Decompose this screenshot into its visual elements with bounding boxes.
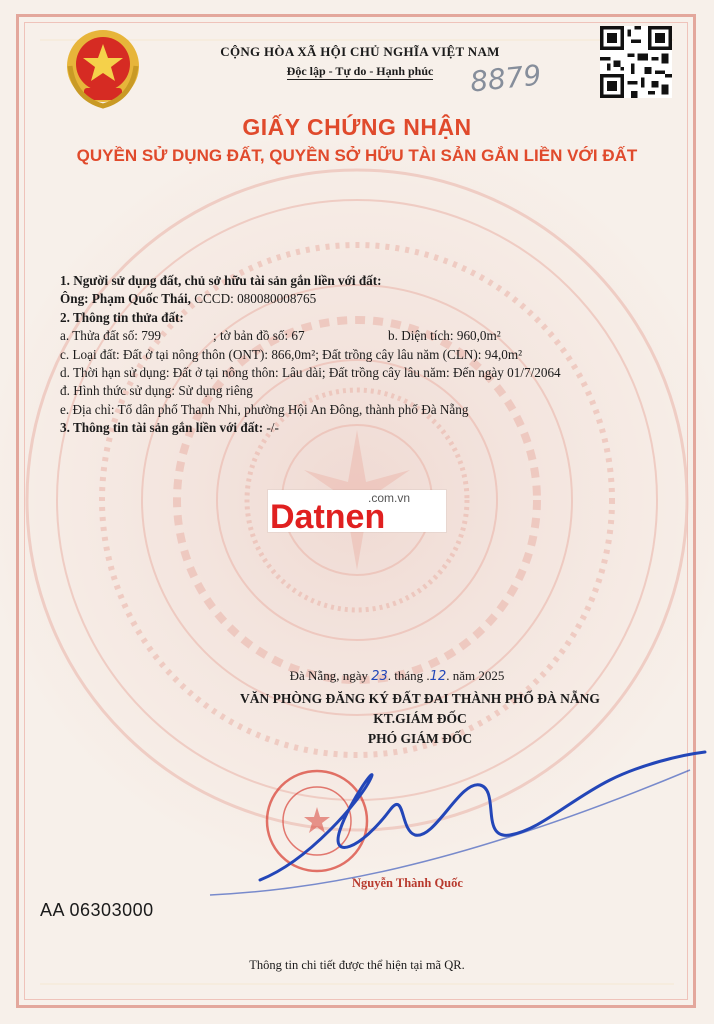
section2-heading: 2. Thông tin thửa đất: [60, 309, 184, 325]
serial-number: AA 06303000 [40, 900, 154, 920]
date-day: 23 [371, 669, 388, 684]
date-month-label: tháng [394, 668, 424, 683]
national-emblem-icon [60, 26, 146, 112]
certificate-content [60, 272, 660, 438]
motto: Độc lập - Tự do - Hạnh phúc [286, 64, 434, 78]
certificate-title: GIẤY CHỨNG NHẬN [242, 114, 472, 140]
parcel-number: a. Thửa đất số: 799 [60, 328, 162, 344]
owner-id: CCCD: 080080008765 [194, 291, 317, 307]
parcel-address: e. Địa chỉ: Tổ dân phố Thanh Nhi, phường Hội An Đông, thành phố Đà Nẵng [60, 401, 469, 417]
parcel-line [60, 327, 660, 345]
section1-heading: 1. Người sử dụng đất, chủ sở hữu tài sản gắn liền với đất: [60, 273, 382, 288]
certificate-subtitle: QUYỀN SỬ DỤNG ĐẤT, QUYỀN SỞ HỮU TÀI SẢN GẮN LIỀN VỚI ĐẤT [76, 146, 638, 165]
date-month: 12 [429, 669, 447, 684]
handwritten-number: 8879 [468, 58, 543, 99]
section3-line [60, 419, 660, 437]
datnen-logo[interactable] [268, 490, 446, 532]
logo-name: Datnen [270, 498, 386, 532]
date-year: năm 2025 [452, 668, 505, 683]
usage-term: d. Thời hạn sử dụng: Đất ở tại nông thôn: Lâu dài; Đất trồng cây lâu năm: Đến ngày 01/7/2064 [60, 364, 561, 380]
signatory-position: PHÓ GIÁM ĐỐC [367, 731, 473, 746]
owner-name: Ông: Phạm Quốc Thái, [60, 291, 191, 307]
land-type: c. Loại đất: Đất ở tại nông thôn (ONT): 866,0m²; Đất trồng cây lâu năm (CLN): 94,0m² [60, 346, 523, 362]
owner-line [60, 290, 660, 308]
map-sheet-number: ; tờ bản đồ số: 67 [213, 328, 305, 344]
qr-footer-note: Thông tin chi tiết được thể hiện tại mã QR. [249, 958, 465, 972]
signing-date: Đà Nẵng, ngày 23. tháng .12. năm 2025 [289, 668, 505, 684]
section3-value: -/- [266, 420, 279, 436]
parcel-area: b. Diện tích: 960,0m² [388, 328, 501, 344]
issuing-office: VĂN PHÒNG ĐĂNG KÝ ĐẤT ĐAI THÀNH PHỐ ĐÀ NẴNG [240, 691, 600, 706]
section3-heading: 3. Thông tin tài sản gắn liền với đất: [60, 420, 264, 436]
country-heading: CỘNG HÒA XÃ HỘI CHỦ NGHĨA VIỆT NAM [220, 44, 500, 59]
date-place: Đà Nẵng, ngày [289, 668, 368, 683]
signatory-title: KT.GIÁM ĐỐC [373, 711, 467, 726]
qr-code-icon[interactable] [600, 26, 672, 98]
logo-domain: .com.vn [368, 491, 411, 505]
usage-form: đ. Hình thức sử dụng: Sử dụng riêng [60, 383, 253, 399]
signer-name: Nguyễn Thành Quốc [352, 876, 463, 890]
